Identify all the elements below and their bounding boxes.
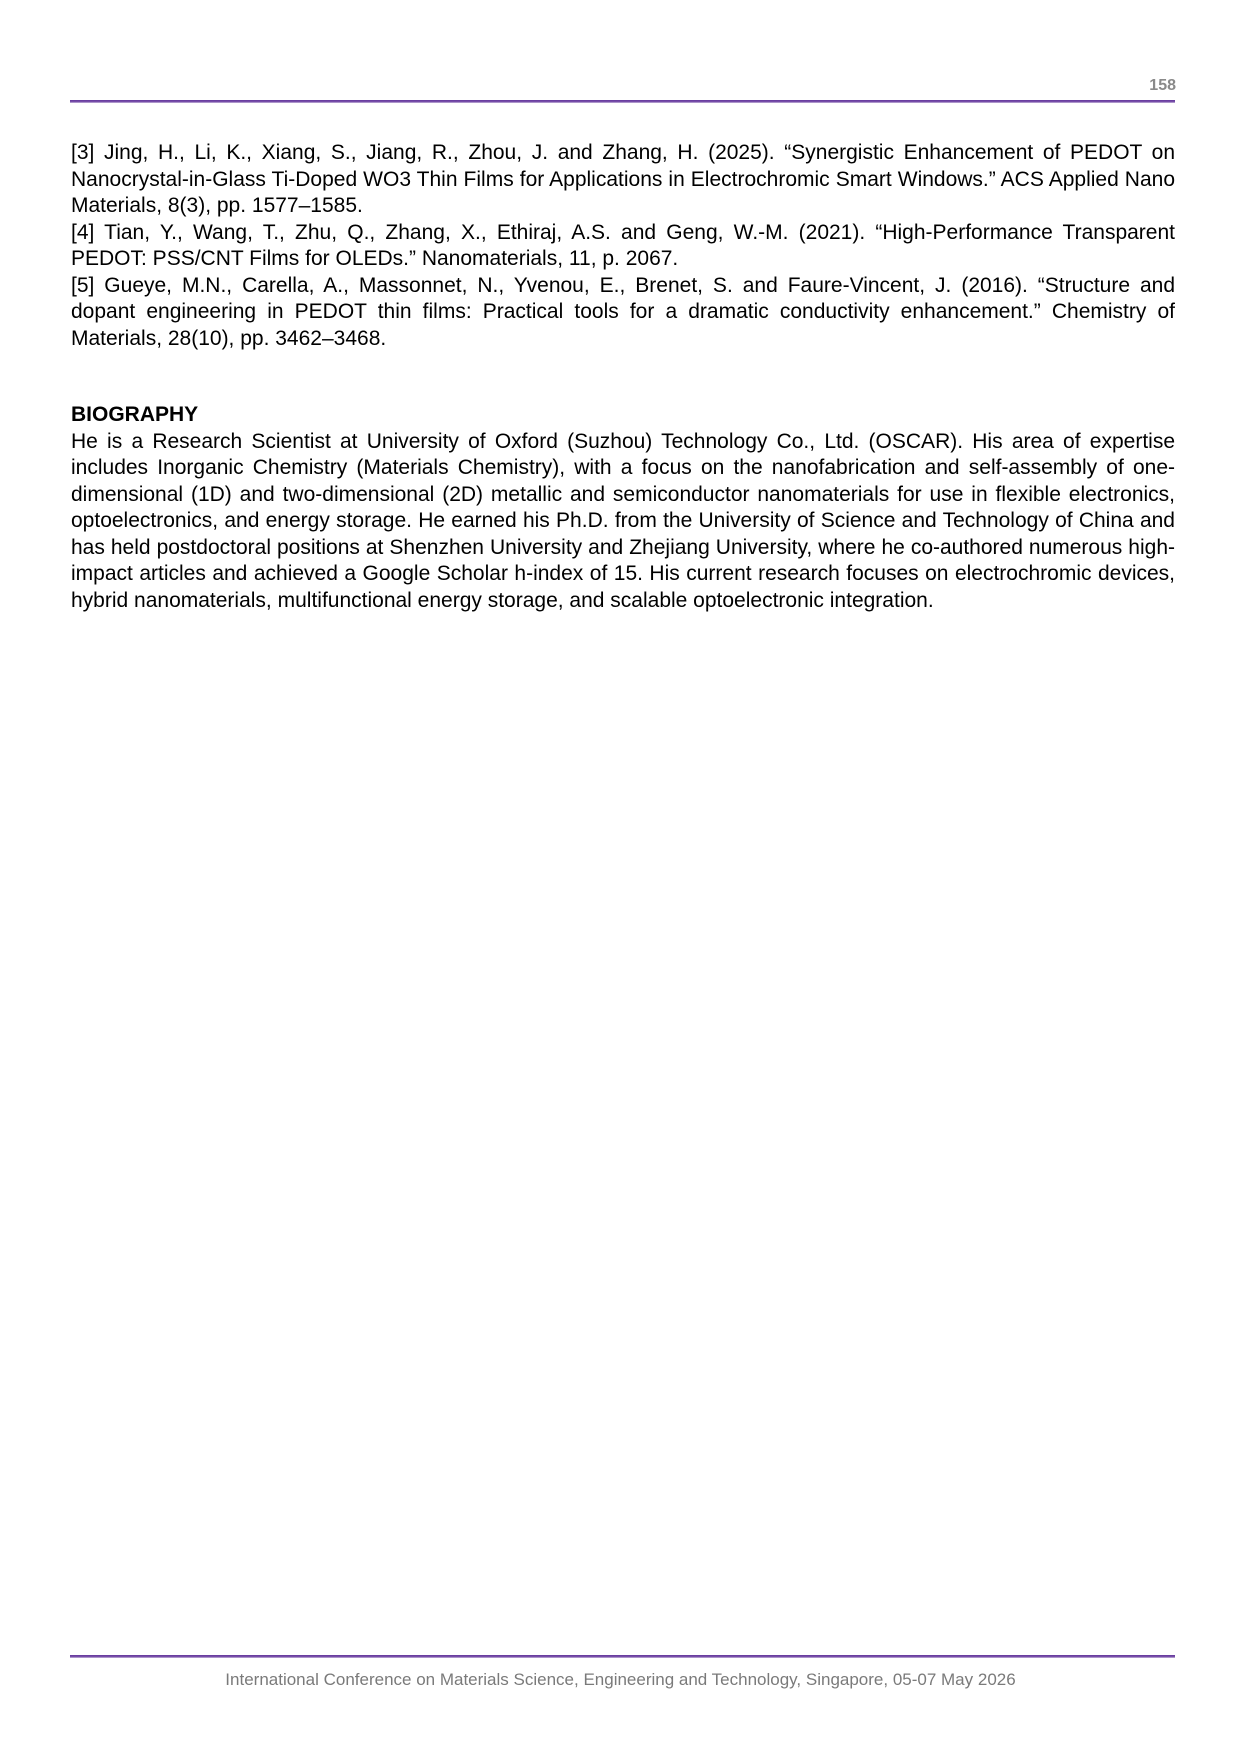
- biography-text: He is a Research Scientist at University of Oxford (Suzhou) Technology Co., Ltd. (OSCAR). His area of expertise includes Inorganic Chemistry (Materials Chemistry), with a focus on the nanofabrication and self-assembly of one-dimensional (1D) and two-dimensional (2D) metallic and semiconductor nanomaterials for use in flexible electronics, optoelectronics, and energy storage. He earned his Ph.D. from the University of Science and Technology of China and has held postdoctoral positions at Shenzhen University and Zhejiang University, where he co-authored numerous high-impact articles and achieved a Google Scholar h-index of 15. His current research focuses on electrochromic devices, hybrid nanomaterials, multifunctional energy storage, and scalable optoelectronic integration.: [71, 429, 1175, 612]
- header-divider: [70, 100, 1175, 103]
- footer-divider: [70, 1655, 1175, 1658]
- footer-text: International Conference on Materials Science, Engineering and Technology, Singapore, 05-07 May 2026: [225, 1670, 1016, 1689]
- biography-section: [71, 402, 1175, 614]
- main-content: [71, 140, 1175, 614]
- biography-heading: BIOGRAPHY: [71, 403, 199, 426]
- reference-item: [3] Jing, H., Li, K., Xiang, S., Jiang, R., Zhou, J. and Zhang, H. (2025). “Synergistic Enhancement of PEDOT on Nanocrystal-in-Glass Ti-Doped WO3 Thin Films for Applications in Electrochromic Smart Windows.” ACS Applied Nano Materials, 8(3), pp. 1577–1585.: [71, 141, 1175, 217]
- reference-list: [71, 140, 1175, 352]
- reference-item: [5] Gueye, M.N., Carella, A., Massonnet, N., Yvenou, E., Brenet, S. and Faure-Vincent, J. (2016). “Structure and dopant engineering in PEDOT thin films: Practical tools for a dramatic conductivity enhancement.” Chemistry of Materials, 28(10), pp. 3462–3468.: [71, 273, 1175, 350]
- reference-item: [4] Tian, Y., Wang, T., Zhu, Q., Zhang, X., Ethiraj, A.S. and Geng, W.-M. (2021). “High-Performance Transparent PEDOT: PSS/CNT Films for OLEDs.” Nanomaterials, 11, p. 2067.: [71, 220, 1175, 270]
- page-number: 158: [1149, 77, 1176, 94]
